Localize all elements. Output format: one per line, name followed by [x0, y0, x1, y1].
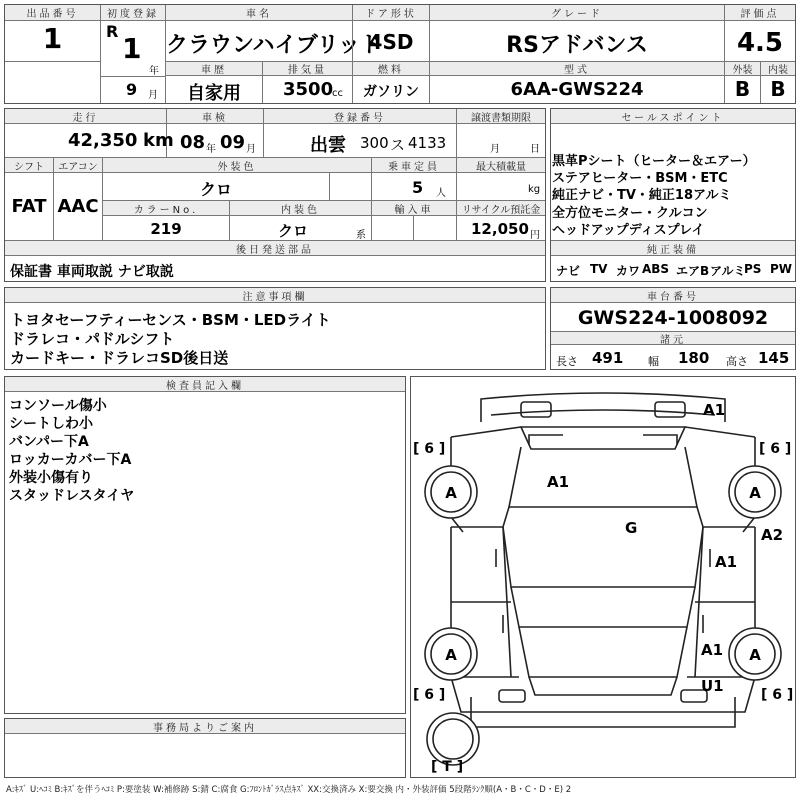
genuine-2: TV [590, 262, 608, 276]
displacement: 3500 [283, 79, 334, 100]
score-overall: 4.5 [736, 28, 784, 58]
sales-point-4: 全方位モニター・クルコン [552, 206, 708, 221]
capacity: 5 [412, 178, 424, 197]
tire-rr-mark: A [749, 646, 761, 664]
first-reg-year: 1 [122, 32, 142, 65]
color-no-header: カラーNo. [103, 201, 229, 216]
sales-point-5: ヘッドアップディスプレイ [552, 223, 705, 238]
notes-header: 注意事項欄 [5, 288, 545, 303]
mark-roof: G [625, 519, 638, 537]
int-color-unit: 系 [356, 230, 366, 241]
genuine-1: ナビ [556, 264, 581, 278]
chassis-no-header: 車台番号 [551, 288, 795, 303]
note-2: ドラレコ・パドルシフト [10, 330, 175, 348]
inspection-month: 09 [220, 132, 246, 153]
genuine-4: ABS [642, 262, 670, 276]
capacity-unit: 人 [436, 188, 446, 199]
height-label: 高さ [726, 355, 748, 368]
inspector-note-5: 外装小傷有り [9, 470, 93, 486]
door-type: 4SD [368, 30, 414, 54]
door-header: ドア形状 [353, 5, 429, 21]
rear-glass-outline [511, 587, 695, 627]
genuine-6: アルミ [710, 264, 746, 278]
grade-header: グレード [430, 5, 724, 21]
mileage: 42,350 [68, 130, 138, 151]
mark-roof-front: A1 [547, 473, 570, 491]
lot-no-header: 出品番号 [5, 5, 100, 21]
height: 145 [758, 349, 790, 367]
displacement-header: 排気量 [263, 62, 352, 76]
office-header: 事務局よりご案内 [5, 719, 405, 734]
tire-fr-mark: A [749, 484, 761, 502]
chassis-no: GWS224-1008092 [577, 307, 769, 329]
exterior-header: 外装 [725, 62, 760, 76]
fuel: ガソリン [363, 84, 419, 100]
inspection-header: 車検 [167, 109, 263, 124]
transfer-day-unit: 日 [530, 144, 540, 155]
reg-number: 4133 [408, 134, 447, 152]
max-load-header: 最大積載量 [457, 158, 545, 173]
ext-color-header: 外装色 [103, 158, 371, 173]
inspector-note-4: ロッカーカバー下A [9, 452, 132, 468]
first-reg-year-unit: 年 [149, 66, 159, 77]
reg-no-header: 登録番号 [264, 109, 456, 124]
ac: AAC [57, 196, 99, 217]
genuine-header: 純正装備 [551, 241, 795, 256]
front-bumper-outline [481, 393, 725, 422]
legend: A:ｷｽﾞ U:ﾍｺﾐ B:ｷｽﾞを伴うﾍｺﾐ P:要塗装 W:補修跡 S:錆 C:腐食 G:ﾌﾛﾝﾄｶﾞﾗｽ点ｷｽﾞ XX:交換済み X:要交換 内・外装評価 5段階ﾗﾝｸ順(A・B・C・D・E) 2 [6, 785, 572, 795]
reg-area: 出雲 [310, 135, 346, 156]
trunk-outline [519, 627, 687, 677]
first-reg-header: 初度登録 [101, 5, 165, 21]
recycle: 12,050 [471, 220, 529, 238]
mileage-header: 走行 [5, 109, 166, 124]
transfer-doc-header: 譲渡書類期限 [457, 109, 545, 124]
inspection-year: 08 [180, 132, 206, 153]
car-diagram-svg [411, 377, 795, 777]
shift-header: シフト [5, 158, 53, 173]
displacement-unit: cc [332, 88, 343, 99]
reg-kana: ス [390, 136, 406, 154]
genuine-8: PW [770, 262, 793, 276]
recycle-header: リサイクル預託金 [457, 201, 545, 216]
inspector-note-2: シートしわ小 [9, 416, 93, 432]
mark-rear-right: A1 [701, 641, 724, 659]
mark-front: A1 [703, 401, 726, 419]
note-1: トヨタセーフティーセンス・BSM・LEDライト [10, 311, 331, 329]
model-code: 6AA-GWS224 [510, 79, 644, 100]
length-label: 長さ [556, 355, 578, 368]
tire-rl-mark: A [445, 646, 457, 664]
history-header: 車歴 [166, 62, 262, 76]
tread-fr: [ 6 ] [759, 441, 792, 457]
tread-fl: [ 6 ] [413, 441, 446, 457]
sales-point-3: 純正ナビ・TV・純正18アルミ [552, 188, 732, 203]
first-reg-month: 9 [126, 80, 138, 99]
import-header: 輸入車 [372, 201, 456, 216]
grade: RSアドバンス [506, 33, 648, 58]
ac-header: エアコン [54, 158, 102, 173]
sales-point-2: ステアヒーター・BSM・ETC [552, 171, 728, 186]
transfer-month-unit: 月 [490, 144, 500, 155]
inspector-header: 検査員記入欄 [5, 377, 405, 392]
inspector-note-1: コンソール傷小 [9, 398, 107, 414]
inspector-note-6: スタッドレスタイヤ [9, 488, 135, 504]
dims-header: 諸元 [551, 331, 795, 345]
tire-fl-mark: A [445, 484, 457, 502]
sales-points-header: セールスポイント [551, 109, 795, 124]
mark-right-door: A1 [715, 553, 738, 571]
car-name: クラウンハイブリッド [166, 33, 383, 58]
mark-rear: U1 [701, 677, 724, 695]
shift: FAT [11, 196, 47, 217]
note-3: カードキー・ドラレコSD後日送 [10, 349, 229, 367]
fuel-header: 燃料 [353, 62, 429, 76]
inspection-month-unit: 月 [246, 144, 256, 155]
length: 491 [592, 349, 624, 367]
width-label: 幅 [648, 355, 659, 368]
first-reg-era: R [106, 22, 119, 41]
windshield-outline [509, 447, 697, 507]
hood-outline [521, 427, 685, 449]
mileage-unit: km [143, 130, 174, 151]
mark-right-side: A2 [761, 526, 784, 544]
model-code-header: 型式 [430, 62, 724, 76]
int-color: クロ [277, 222, 308, 240]
score-exterior: B [734, 77, 751, 101]
car-name-header: 車名 [166, 5, 352, 21]
capacity-header: 乗車定員 [372, 158, 456, 173]
score-interior: B [770, 77, 786, 101]
first-reg-month-unit: 月 [148, 90, 158, 101]
recycle-unit: 円 [530, 230, 540, 241]
score-header: 評価点 [725, 5, 795, 21]
genuine-5: エアB [676, 264, 710, 278]
inspector-note-3: バンパー下A [9, 434, 89, 450]
sales-point-1: 黒革Pシート（ヒーター＆エアー） [552, 154, 756, 169]
later-parts: 保証書 車両取説 ナビ取説 [10, 264, 174, 280]
lot-number: 1 [42, 22, 63, 55]
inspection-year-unit: 年 [206, 144, 216, 155]
history: 自家用 [187, 83, 241, 104]
genuine-3: カワ [616, 264, 641, 278]
tread-rr: [ 6 ] [761, 687, 794, 703]
later-parts-header: 後日発送部品 [5, 241, 545, 256]
max-load-unit: kg [528, 184, 541, 195]
car-diagram [410, 376, 796, 778]
int-color-header: 内装色 [230, 201, 371, 216]
ext-color: クロ [199, 180, 232, 199]
color-no: 219 [150, 220, 182, 238]
interior-header: 内装 [761, 62, 795, 76]
spare-mark: [ T ] [431, 759, 464, 775]
tread-rl: [ 6 ] [413, 687, 446, 703]
width: 180 [678, 349, 710, 367]
reg-class: 300 [360, 134, 389, 152]
genuine-7: PS [744, 262, 762, 276]
